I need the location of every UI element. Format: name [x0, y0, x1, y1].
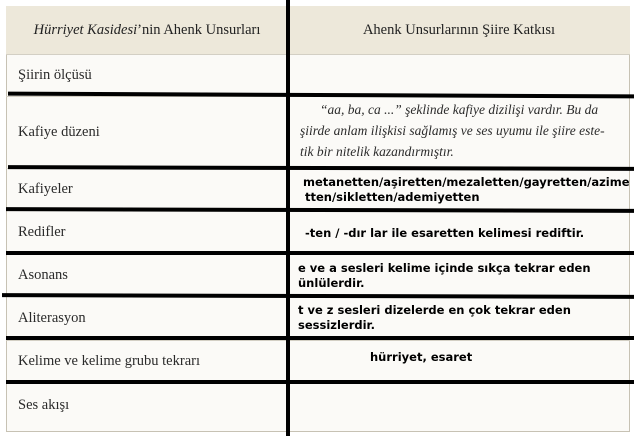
row-label-kafiye-duzeni: Kafiye düzeni — [18, 123, 100, 140]
answer-aliterasyon — [298, 303, 571, 333]
marker-line — [6, 380, 634, 384]
answer-line: ünlülerdir. — [298, 276, 365, 290]
header-left-italic: Hürriyet Kasidesi — [33, 21, 138, 38]
header-left — [6, 6, 288, 54]
row-label-redifler: Redifler — [18, 223, 66, 240]
table-row — [6, 382, 630, 428]
column-divider-marker — [286, 0, 290, 436]
table-row — [6, 340, 630, 382]
marker-line — [6, 336, 634, 340]
header-left-rest: ’nin Ahenk Unsurları — [137, 21, 261, 38]
answer-line: metanetten/aşiretten/mezaletten/gayretten/azime — [303, 175, 630, 189]
answer-line: sessizlerdir. — [298, 318, 375, 332]
answer-line: tten/sikletten/ademiyetten — [305, 190, 480, 204]
row-label-kafiyeler: Kafiyeler — [18, 180, 73, 197]
header-left-title — [34, 22, 261, 39]
answer-kafiyeler — [303, 175, 630, 205]
row-label-ses-akisi: Ses akışı — [18, 396, 70, 413]
row-divider — [6, 340, 630, 341]
answer-line: e ve a sesleri kelime içinde sıkça tekrar eden — [298, 261, 591, 275]
note-line: tik bir nitelik kazandırmıştır. — [300, 144, 454, 159]
row-label-aliterasyon: Aliterasyon — [18, 309, 86, 326]
kafiye-duzeni-note — [300, 99, 630, 162]
row-label-tekrar: Kelime ve kelime grubu tekrarı — [18, 352, 200, 369]
marker-line — [6, 251, 634, 255]
answer-line: t ve z sesleri dizelerde en çok tekrar eden — [298, 303, 571, 317]
table-row — [6, 54, 630, 96]
note-line: “aa, ba, ca ...” şeklinde kafiye dizilişi vardır. Bu da — [320, 102, 599, 117]
row-divider — [6, 54, 630, 55]
row-label-olcu: Şiirin ölçüsü — [18, 66, 92, 83]
answer-tekrar: hürriyet, esaret — [370, 350, 473, 364]
note-line: şiirde anlam ilişkisi sağlamış ve ses uyumu ile şiire este- — [300, 123, 605, 138]
table-header — [6, 6, 630, 54]
header-right: Ahenk Unsurlarının Şiire Katkısı — [362, 21, 556, 38]
answer-asonans — [298, 261, 591, 291]
row-label-asonans: Asonans — [18, 266, 68, 283]
answer-redifler: -ten / -dır lar ile esaretten kelimesi rediftir. — [305, 226, 585, 240]
